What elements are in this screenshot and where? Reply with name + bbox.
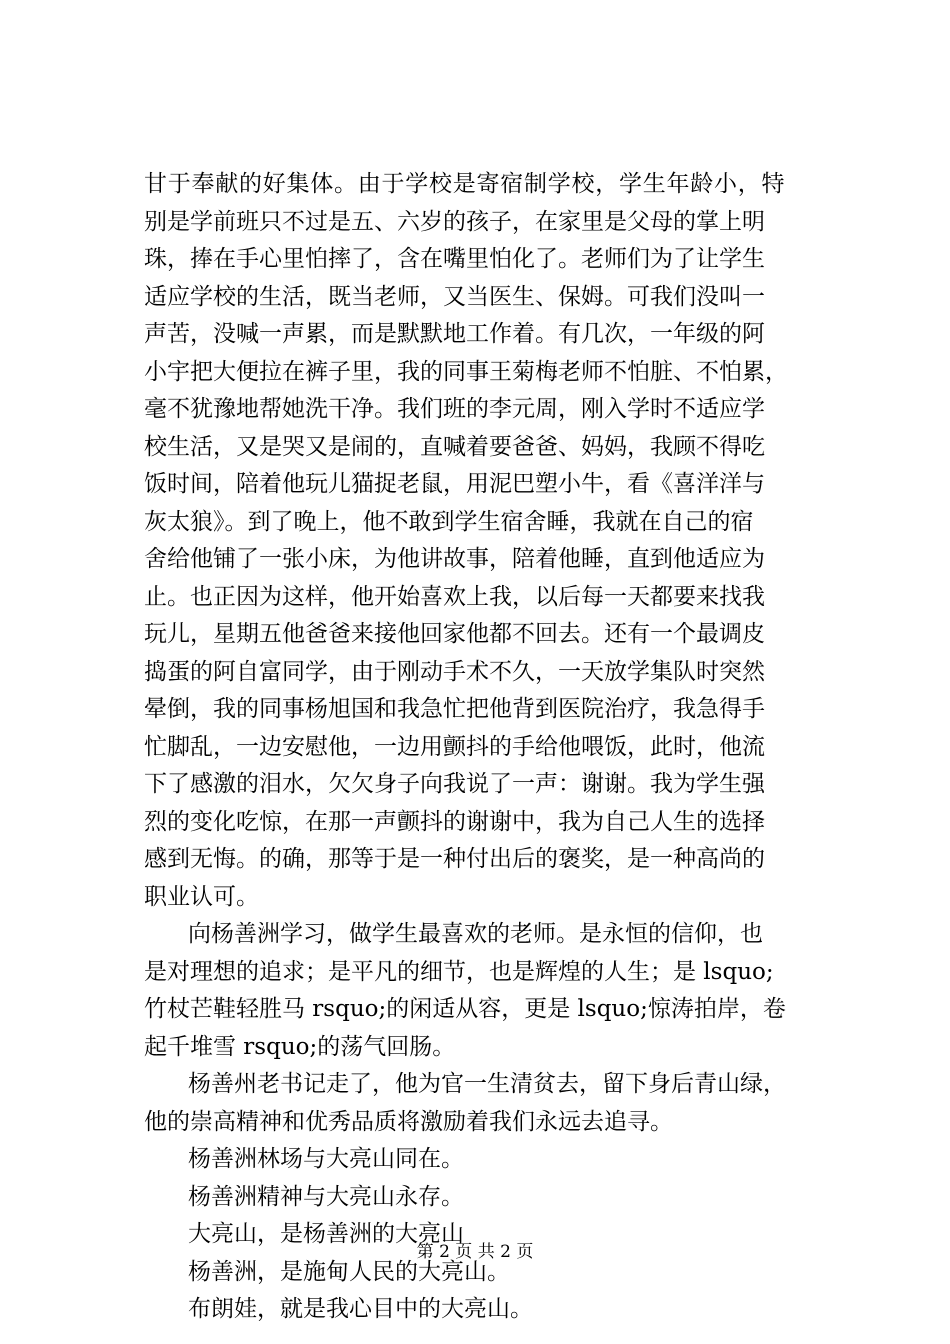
text-line: 感到无悔。的确，那等于是一种付出后的褒奖，是一种高尚的 xyxy=(144,846,765,872)
text-line: 止。也正因为这样，他开始喜欢上我，以后每一天都要来找我 xyxy=(144,583,765,610)
text-line: 灰太狼》。到了晚上，他不敢到学生宿舍睡，我就在自己的宿 xyxy=(144,508,754,535)
text-line: 小宇把大便拉在裤子里，我的同事王菊梅老师不怕脏、不怕累， xyxy=(144,358,788,385)
text-line: 职业认可。 xyxy=(144,883,259,910)
text-line: 起千堆雪 rsquo;的荡气回肠。 xyxy=(144,1033,456,1060)
text-line: 杨善洲，是施甸人民的大亮山。 xyxy=(188,1258,510,1285)
text-line: 晕倒，我的同事杨旭国和我急忙把他背到医院治疗，我急得手 xyxy=(144,696,765,722)
text-line: 布朗娃，就是我心目中的大亮山。 xyxy=(188,1296,533,1322)
text-line: 珠，捧在手心里怕摔了，含在嘴里怕化了。老师们为了让学生 xyxy=(144,246,765,272)
text-line: 下了感激的泪水，欠欠身子向我说了一声：谢谢。我为学生强 xyxy=(144,771,765,797)
text-line: 大亮山，是杨善洲的大亮山 xyxy=(188,1221,464,1247)
text-line: 杨善洲精神与大亮山永存。 xyxy=(188,1183,464,1210)
text-line: 烈的变化吃惊，在那一声颤抖的谢谢中，我为自己人生的选择 xyxy=(144,808,765,835)
page-footer: 第 2 页 共 2 页 xyxy=(416,1242,534,1262)
text-line: 校生活，又是哭又是闹的，直喊着要爸爸、妈妈，我顾不得吃 xyxy=(144,433,765,460)
text-line: 杨善洲林场与大亮山同在。 xyxy=(188,1146,464,1172)
text-line: 声苦，没喊一声累，而是默默地工作着。有几次，一年级的阿 xyxy=(144,321,765,347)
text-line: 杨善州老书记走了，他为官一生清贫去，留下身后青山绿， xyxy=(188,1071,786,1097)
text-line: 舍给他铺了一张小床，为他讲故事，陪着他睡，直到他适应为 xyxy=(144,546,765,572)
text-line: 竹杖芒鞋轻胜马 rsquo;的闲适从容，更是 lsquo;惊涛拍岸，卷 xyxy=(144,996,786,1022)
text-line: 适应学校的生活，既当老师，又当医生、保姆。可我们没叫一 xyxy=(144,283,765,310)
text-line: 捣蛋的阿自富同学，由于刚动手术不久，一天放学集队时突然 xyxy=(144,658,765,685)
text-line: 是对理想的追求；是平凡的细节，也是辉煌的人生；是 lsquo; xyxy=(144,958,774,985)
text-line: 玩儿，星期五他爸爸来接他回家他都不回去。还有一个最调皮 xyxy=(144,621,765,647)
text-line: 别是学前班只不过是五、六岁的孩子，在家里是父母的掌上明 xyxy=(144,208,765,235)
text-line: 饭时间，陪着他玩儿猫捉老鼠，用泥巴塑小牛，看《喜洋洋与 xyxy=(144,471,765,497)
body-text xyxy=(144,166,834,1329)
text-line: 他的崇高精神和优秀品质将激励着我们永远去追寻。 xyxy=(144,1108,673,1135)
text-line: 甘于奉献的好集体。由于学校是寄宿制学校，学生年龄小，特 xyxy=(144,171,786,197)
text-line: 向杨善洲学习，做学生最喜欢的老师。是永恒的信仰，也 xyxy=(188,921,763,947)
text-line: 忙脚乱，一边安慰他，一边用颤抖的手给他喂饭，此时，他流 xyxy=(144,733,765,760)
text-line: 毫不犹豫地帮她洗干净。我们班的李元周，刚入学时不适应学 xyxy=(144,396,765,422)
